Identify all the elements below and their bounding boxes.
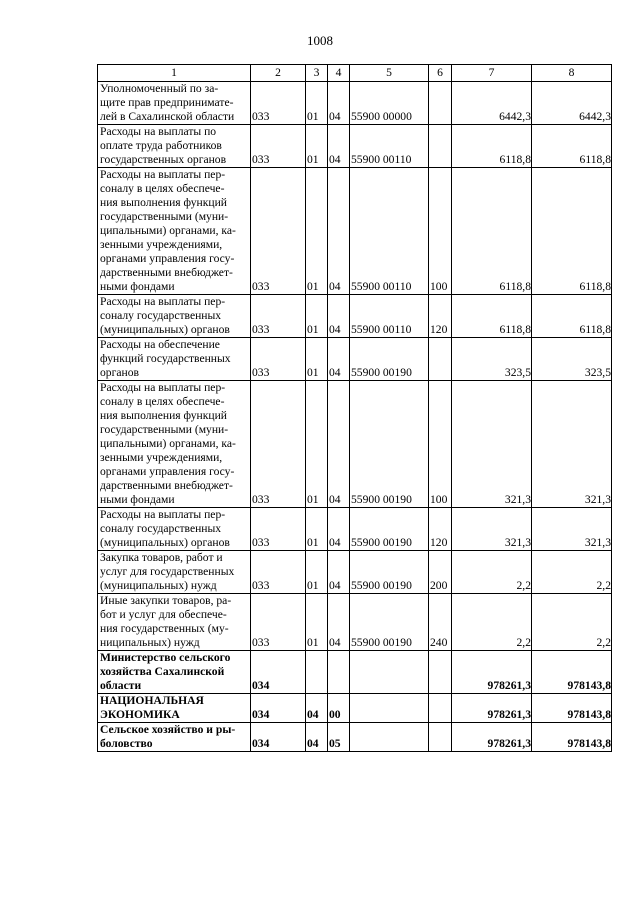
subsection-code-cell: 04 bbox=[328, 125, 350, 168]
amount-2-cell: 978143,8 bbox=[532, 651, 612, 694]
amount-1-cell: 6118,8 bbox=[452, 295, 532, 338]
item-name-cell: Расходы на выплаты пер- соналу государственных (муниципальных) органов bbox=[98, 295, 251, 338]
table-row bbox=[98, 381, 612, 508]
amount-1-cell: 321,3 bbox=[452, 508, 532, 551]
ministry-code-cell: 033 bbox=[251, 338, 306, 381]
target-article-cell: 55900 00190 bbox=[350, 508, 429, 551]
table-row bbox=[98, 551, 612, 594]
table-row bbox=[98, 82, 612, 125]
ministry-code-cell: 033 bbox=[251, 82, 306, 125]
section-code-cell: 01 bbox=[306, 168, 328, 295]
target-article-cell bbox=[350, 723, 429, 752]
expense-type-cell bbox=[429, 694, 452, 723]
target-article-cell: 55900 00190 bbox=[350, 594, 429, 651]
table-row bbox=[98, 723, 612, 752]
ministry-code-cell: 033 bbox=[251, 125, 306, 168]
subsection-code-cell: 04 bbox=[328, 594, 350, 651]
item-name-cell: Иные закупки товаров, ра- бот и услуг для обеспече- ния государственных (му- ниципальных) нужд bbox=[98, 594, 251, 651]
amount-2-cell: 6118,8 bbox=[532, 125, 612, 168]
ministry-code-cell: 033 bbox=[251, 168, 306, 295]
amount-2-cell: 321,3 bbox=[532, 508, 612, 551]
expense-type-cell bbox=[429, 82, 452, 125]
item-name-cell: Расходы на выплаты пер- соналу государственных (муниципальных) органов bbox=[98, 508, 251, 551]
expense-type-cell bbox=[429, 338, 452, 381]
section-code-cell: 01 bbox=[306, 82, 328, 125]
target-article-cell bbox=[350, 651, 429, 694]
table-row bbox=[98, 125, 612, 168]
expense-type-cell: 100 bbox=[429, 381, 452, 508]
expense-type-cell: 120 bbox=[429, 295, 452, 338]
ministry-code-cell: 033 bbox=[251, 295, 306, 338]
header-cell: 7 bbox=[452, 65, 532, 82]
amount-1-cell: 978261,3 bbox=[452, 651, 532, 694]
target-article-cell: 55900 00190 bbox=[350, 551, 429, 594]
expense-type-cell: 100 bbox=[429, 168, 452, 295]
subsection-code-cell: 04 bbox=[328, 338, 350, 381]
amount-1-cell: 6118,8 bbox=[452, 125, 532, 168]
ministry-code-cell: 034 bbox=[251, 694, 306, 723]
section-code-cell: 04 bbox=[306, 694, 328, 723]
header-cell: 1 bbox=[98, 65, 251, 82]
item-name-cell: Расходы на выплаты по оплате труда работников государственных органов bbox=[98, 125, 251, 168]
amount-2-cell: 6442,3 bbox=[532, 82, 612, 125]
subsection-code-cell: 04 bbox=[328, 82, 350, 125]
ministry-code-cell: 034 bbox=[251, 651, 306, 694]
amount-1-cell: 321,3 bbox=[452, 381, 532, 508]
section-code-cell: 01 bbox=[306, 338, 328, 381]
target-article-cell: 55900 00000 bbox=[350, 82, 429, 125]
expense-type-cell bbox=[429, 125, 452, 168]
item-name-cell: Уполномоченный по за- щите прав предпринимате- лей в Сахалинской области bbox=[98, 82, 251, 125]
expense-type-cell: 120 bbox=[429, 508, 452, 551]
ministry-code-cell: 034 bbox=[251, 723, 306, 752]
header-cell: 6 bbox=[429, 65, 452, 82]
expense-type-cell: 240 bbox=[429, 594, 452, 651]
amount-2-cell: 2,2 bbox=[532, 594, 612, 651]
section-code-cell: 01 bbox=[306, 295, 328, 338]
expense-type-cell bbox=[429, 651, 452, 694]
ministry-code-cell: 033 bbox=[251, 594, 306, 651]
amount-2-cell: 978143,8 bbox=[532, 723, 612, 752]
header-cell: 5 bbox=[350, 65, 429, 82]
amount-1-cell: 978261,3 bbox=[452, 694, 532, 723]
amount-1-cell: 2,2 bbox=[452, 594, 532, 651]
amount-2-cell: 321,3 bbox=[532, 381, 612, 508]
expense-type-cell: 200 bbox=[429, 551, 452, 594]
section-code-cell bbox=[306, 651, 328, 694]
subsection-code-cell: 04 bbox=[328, 295, 350, 338]
subsection-code-cell: 04 bbox=[328, 551, 350, 594]
item-name-cell: Расходы на обеспечение функций государственных органов bbox=[98, 338, 251, 381]
table-row bbox=[98, 338, 612, 381]
ministry-code-cell: 033 bbox=[251, 381, 306, 508]
amount-2-cell: 6118,8 bbox=[532, 168, 612, 295]
subsection-code-cell: 04 bbox=[328, 508, 350, 551]
amount-2-cell: 6118,8 bbox=[532, 295, 612, 338]
table-row bbox=[98, 594, 612, 651]
amount-2-cell: 978143,8 bbox=[532, 694, 612, 723]
section-code-cell: 04 bbox=[306, 723, 328, 752]
item-name-cell: НАЦИОНАЛЬНАЯ ЭКОНОМИКА bbox=[98, 694, 251, 723]
target-article-cell: 55900 00110 bbox=[350, 168, 429, 295]
subsection-code-cell bbox=[328, 651, 350, 694]
page-number: 1008 bbox=[307, 33, 333, 48]
subsection-code-cell: 04 bbox=[328, 381, 350, 508]
item-name-cell: Расходы на выплаты пер- соналу в целях обеспече- ния выполнения функций государственными (муни- ципальными) органами, ка- зенными учреждениями, органами управления госу- дарственными внебюджет- ными фондами bbox=[98, 168, 251, 295]
amount-1-cell: 323,5 bbox=[452, 338, 532, 381]
ministry-code-cell: 033 bbox=[251, 508, 306, 551]
section-code-cell: 01 bbox=[306, 125, 328, 168]
section-code-cell: 01 bbox=[306, 381, 328, 508]
header-cell: 8 bbox=[532, 65, 612, 82]
target-article-cell: 55900 00110 bbox=[350, 125, 429, 168]
subsection-code-cell: 04 bbox=[328, 168, 350, 295]
table-row bbox=[98, 508, 612, 551]
item-name-cell: Закупка товаров, работ и услуг для государственных (муниципальных) нужд bbox=[98, 551, 251, 594]
table-row bbox=[98, 694, 612, 723]
amount-1-cell: 2,2 bbox=[452, 551, 532, 594]
table-row bbox=[98, 168, 612, 295]
header-cell: 4 bbox=[328, 65, 350, 82]
table-header-row bbox=[98, 65, 612, 82]
subsection-code-cell: 05 bbox=[328, 723, 350, 752]
item-name-cell: Сельское хозяйство и ры- боловство bbox=[98, 723, 251, 752]
header-cell: 2 bbox=[251, 65, 306, 82]
table-row bbox=[98, 651, 612, 694]
subsection-code-cell: 00 bbox=[328, 694, 350, 723]
item-name-cell: Министерство сельского хозяйства Сахалинской области bbox=[98, 651, 251, 694]
table-row bbox=[98, 295, 612, 338]
target-article-cell bbox=[350, 694, 429, 723]
section-code-cell: 01 bbox=[306, 594, 328, 651]
section-code-cell: 01 bbox=[306, 508, 328, 551]
target-article-cell: 55900 00190 bbox=[350, 381, 429, 508]
amount-1-cell: 978261,3 bbox=[452, 723, 532, 752]
ministry-code-cell: 033 bbox=[251, 551, 306, 594]
amount-2-cell: 323,5 bbox=[532, 338, 612, 381]
amount-2-cell: 2,2 bbox=[532, 551, 612, 594]
amount-1-cell: 6118,8 bbox=[452, 168, 532, 295]
target-article-cell: 55900 00190 bbox=[350, 338, 429, 381]
section-code-cell: 01 bbox=[306, 551, 328, 594]
budget-table bbox=[97, 64, 612, 752]
header-cell: 3 bbox=[306, 65, 328, 82]
amount-1-cell: 6442,3 bbox=[452, 82, 532, 125]
expense-type-cell bbox=[429, 723, 452, 752]
target-article-cell: 55900 00110 bbox=[350, 295, 429, 338]
item-name-cell: Расходы на выплаты пер- соналу в целях обеспече- ния выполнения функций государственными (муни- ципальными) органами, ка- зенными учреждениями, органами управления госу- дарственными внебюджет- ными фондами bbox=[98, 381, 251, 508]
